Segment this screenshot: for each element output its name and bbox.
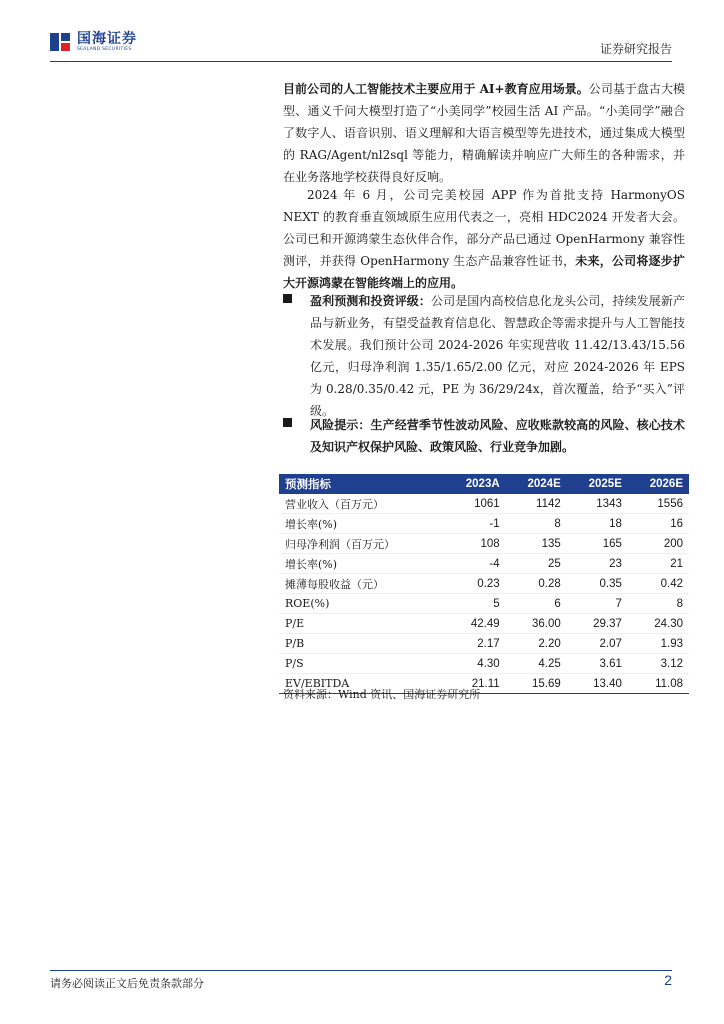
- table-row: [279, 574, 689, 594]
- table-cell: 增长率(%): [279, 554, 444, 574]
- report-type-label: 证券研究报告: [599, 42, 672, 56]
- table-cell: 3.61: [567, 654, 628, 674]
- table-cell: 165: [567, 534, 628, 554]
- table-cell: 29.37: [567, 614, 628, 634]
- square-bullet-icon: [283, 418, 292, 427]
- table-cell: 营业收入（百万元）: [279, 494, 444, 514]
- bullet-risk-label: 风险提示：: [310, 418, 371, 432]
- table-cell: 1556: [628, 494, 689, 514]
- table-row: [279, 594, 689, 614]
- footer-disclaimer: 请务必阅读正文后免责条款部分: [50, 977, 204, 990]
- table-cell: 18: [567, 514, 628, 534]
- table-cell: 0.35: [567, 574, 628, 594]
- table-cell: P/S: [279, 654, 444, 674]
- table-cell: 42.49: [444, 614, 506, 634]
- table-cell: P/E: [279, 614, 444, 634]
- logo-en-text: SEALAND SECURITIES: [77, 46, 132, 52]
- header-divider: [50, 61, 672, 62]
- bullet-risk-text: 生产经营季节性波动风险、应收账款较高的风险、核心技术及知识产权保护风险、政策风险、行业竞争加剧。: [310, 418, 685, 454]
- table-cell: 5: [444, 594, 506, 614]
- paragraph-ai-education-body: 公司基于盘古大模型、通义千问大模型打造了“小美同学”校园生活 AI 产品。“小美同学”融合了数字人、语音识别、语义理解和大语言模型等先进技术，通过集成大模型的 RAG/Agent/nl2sql 等能力，精确解读并响应广大师生的各种需求，并在业务落地学校获得良好反响。: [283, 82, 685, 184]
- table-cell: ROE(%): [279, 594, 444, 614]
- table-cell: 25: [506, 554, 567, 574]
- table-row: [279, 534, 689, 554]
- table-row: [279, 634, 689, 654]
- table-cell: 7: [567, 594, 628, 614]
- table-cell: P/B: [279, 634, 444, 654]
- table-cell: 23: [567, 554, 628, 574]
- table-cell: 135: [506, 534, 567, 554]
- table-cell: 2.17: [444, 634, 506, 654]
- table-cell: 24.30: [628, 614, 689, 634]
- table-cell: 摊薄每股收益（元）: [279, 574, 444, 594]
- bullet-earnings-forecast: [283, 290, 685, 422]
- table-cell: 36.00: [506, 614, 567, 634]
- footer-divider: [50, 970, 672, 971]
- table-cell: 1343: [567, 494, 628, 514]
- table-row: [279, 514, 689, 534]
- table-cell: 归母净利润（百万元）: [279, 534, 444, 554]
- paragraph-harmonyos: [283, 184, 685, 294]
- table-header-cell: 预测指标: [279, 474, 444, 494]
- table-header-cell: 2024E: [506, 474, 567, 494]
- table-row: [279, 494, 689, 514]
- company-logo: [50, 28, 137, 56]
- table-cell: 6: [506, 594, 567, 614]
- table-source-note: 资料来源：Wind 资讯、国海证券研究所: [283, 688, 481, 701]
- table-row: [279, 554, 689, 574]
- table-cell: 15.69: [506, 674, 567, 694]
- table-cell: 108: [444, 534, 506, 554]
- logo-cn-text: 国海证券: [77, 30, 137, 47]
- table-cell: 4.25: [506, 654, 567, 674]
- table-cell: 1142: [506, 494, 567, 514]
- logo-mark-icon: [50, 31, 72, 53]
- page-header: [50, 28, 672, 62]
- table-cell: 2.07: [567, 634, 628, 654]
- table-cell: -1: [444, 514, 506, 534]
- table-cell: 21: [628, 554, 689, 574]
- table-cell: 200: [628, 534, 689, 554]
- table-cell: 21.11: [444, 674, 506, 694]
- bullet-earnings-text: 公司是国内高校信息化龙头公司，持续发展新产品与新业务，有望受益教育信息化、智慧政企等需求提升与人工智能技术发展。我们预计公司 2024-2026 年实现营收 11.42/13.43/15.56 亿元，归母净利润 1.35/1.65/2.00 亿元，对应 2024-2026 年 EPS 为 0.28/0.35/0.42 元，PE 为 36/29/24x，首次覆盖，给予“买入”评级。: [310, 294, 685, 418]
- table-cell: 0.23: [444, 574, 506, 594]
- bullet-risk-warning: [283, 414, 685, 458]
- table-cell: 8: [628, 594, 689, 614]
- table-cell: EV/EBITDA: [279, 674, 444, 694]
- page-number: 2: [664, 972, 672, 988]
- table-row: [279, 654, 689, 674]
- forecast-table: [279, 474, 689, 694]
- table-cell: 2.20: [506, 634, 567, 654]
- table-header-cell: 2025E: [567, 474, 628, 494]
- table-header-cell: 2026E: [628, 474, 689, 494]
- square-bullet-icon: [283, 294, 292, 303]
- table-cell: 3.12: [628, 654, 689, 674]
- table-cell: 4.30: [444, 654, 506, 674]
- table-cell: 增长率(%): [279, 514, 444, 534]
- paragraph-harmonyos-conclusion: 未来，公司将逐步扩大开源鸿蒙在智能终端上的应用。: [283, 254, 685, 290]
- table-header-cell: 2023A: [444, 474, 506, 494]
- table-header-row: [279, 474, 689, 494]
- paragraph-ai-education: [283, 78, 685, 188]
- table-cell: 0.42: [628, 574, 689, 594]
- bullet-earnings-label: 盈利预测和投资评级：: [310, 294, 431, 308]
- table-cell: 13.40: [567, 674, 628, 694]
- table-cell: 16: [628, 514, 689, 534]
- table-cell: 8: [506, 514, 567, 534]
- paragraph-harmonyos-body: 2024 年 6 月，公司完美校园 APP 作为首批支持 HarmonyOS NEXT 的教育垂直领域原生应用代表之一，亮相 HDC2024 开发者大会。公司已和开源鸿蒙生态伙伴合作，部分产品已通过 OpenHarmony 兼容性测评，并获得 OpenHarmony 生态产品兼容性证书，: [283, 188, 685, 268]
- table-cell: 11.08: [628, 674, 689, 694]
- table-cell: 0.28: [506, 574, 567, 594]
- table-cell: 1061: [444, 494, 506, 514]
- paragraph-ai-education-lead: 目前公司的人工智能技术主要应用于 AI+教育应用场景。: [283, 82, 589, 96]
- table-cell: 1.93: [628, 634, 689, 654]
- table-cell: -4: [444, 554, 506, 574]
- table-row: [279, 614, 689, 634]
